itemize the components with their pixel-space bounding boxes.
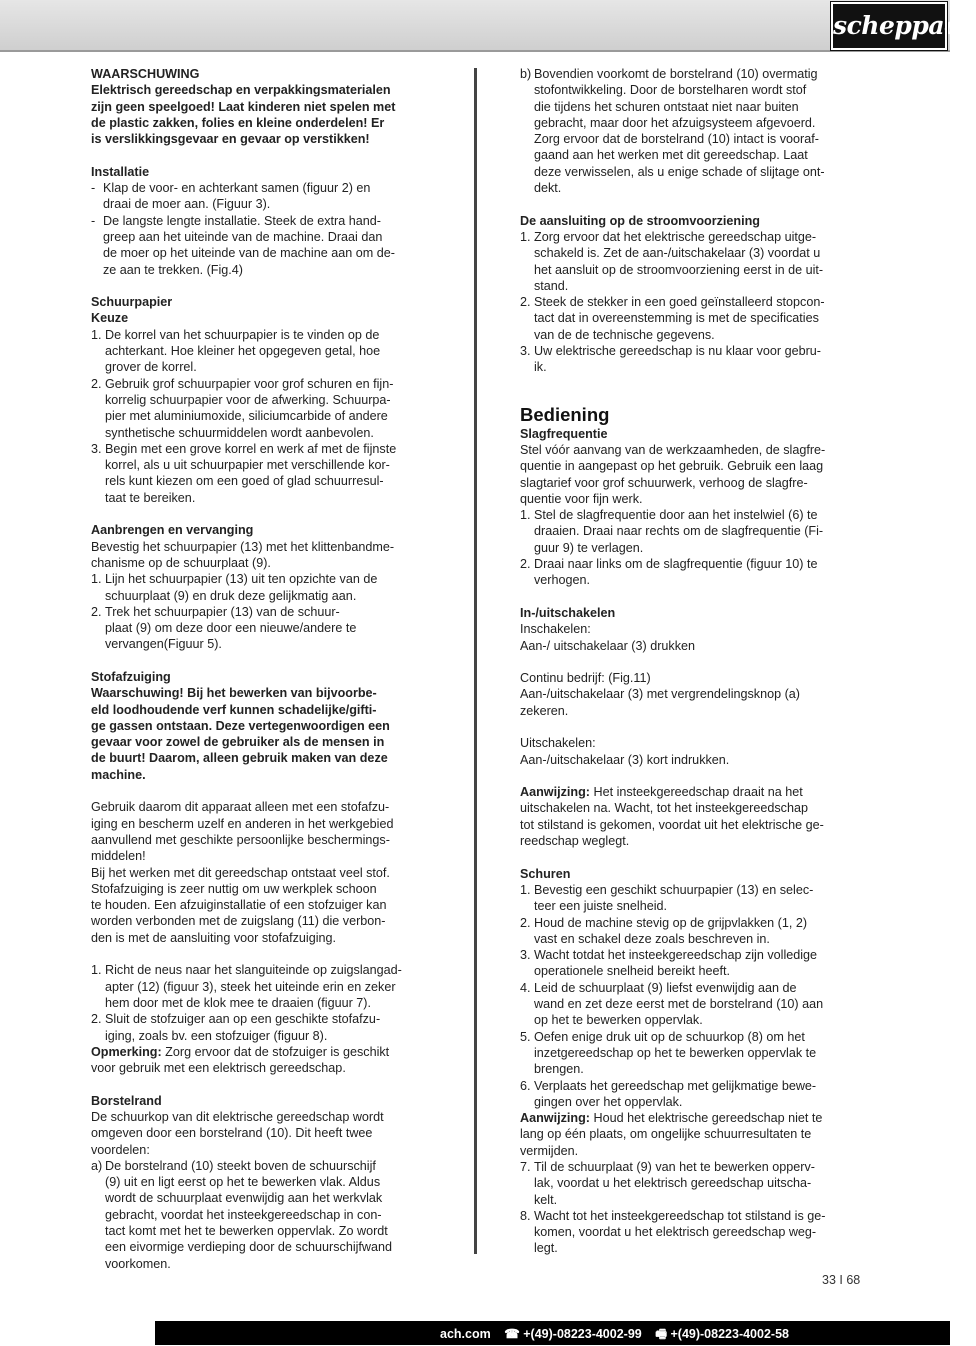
note-label: Opmerking: <box>91 1044 162 1059</box>
text-line: ik. <box>534 360 547 375</box>
text-line: Draai naar links om de slagfrequentie (figuur 10) te <box>534 557 818 572</box>
text-line: De korrel van het schuurpapier is te vinden op de <box>105 327 380 342</box>
text-line: voorkomen. <box>105 1256 171 1271</box>
text-line: Uitschakelen: <box>520 736 596 751</box>
text-line: omgeven door een borstelrand (10). Dit heeft twee <box>91 1126 373 1141</box>
list-item-text <box>105 604 435 653</box>
list-item <box>520 507 860 556</box>
text-line: Waarschuwing! Bij het bewerken van bijvoorbe- <box>91 686 377 701</box>
text-line: Til de schuurplaat (9) van het te bewerken opperv- <box>534 1160 815 1174</box>
hint2-line-3: vermijden. <box>520 1143 579 1158</box>
dust-list <box>91 962 435 1043</box>
text-line: Bij het werken met dit gereedschap ontstaat veel stof. <box>91 865 390 880</box>
text-line: middelen! <box>91 849 146 864</box>
frequency-list <box>520 507 860 588</box>
text-line: is verslikkingsgevaar en gevaar op verstikken! <box>91 132 370 147</box>
attach-intro <box>91 539 435 572</box>
text-line: (9) uit en ligt eerst op het te bewerken vlak. Aldus <box>105 1175 381 1190</box>
list-marker: 2. <box>91 1012 102 1027</box>
list-item-text <box>105 327 435 376</box>
text-line: Verplaats het gereedschap met gelijkmatige bewe- <box>534 1078 817 1093</box>
text-line: ze aan te trekken. (Fig.4) <box>103 262 243 277</box>
list-item-text <box>105 571 435 604</box>
hint-label-1: Aanwijzing: <box>520 785 590 800</box>
list-marker: 2. <box>91 604 102 619</box>
list-item-text <box>534 947 860 980</box>
list-item-text <box>534 882 860 915</box>
text-line: Trek het schuurpapier (13) van de schuur- <box>105 604 340 619</box>
text-line: operationele snelheid bereikt heeft. <box>534 964 731 979</box>
warning-title: WAARSCHUWING <box>91 67 200 81</box>
text-line: tact dat in overeenstemming is met de specificaties <box>534 311 819 326</box>
text-line: gevaar voor zowel de gebruiker als de mensen in <box>91 735 385 750</box>
text-line: iging, zoals bv. een stofzuiger (figuur 8). <box>105 1028 328 1043</box>
text-line: De borstelrand (10) steekt boven de schuurschijf <box>105 1158 376 1173</box>
hint-label-2: Aanwijzing: <box>520 1111 590 1126</box>
list-item-text <box>534 556 860 589</box>
text-line: brengen. <box>534 1062 584 1077</box>
installation-title: Installatie <box>91 164 150 179</box>
text-line: inzetgereedschap op het te bewerken oppervlak te <box>534 1045 817 1060</box>
list-item <box>520 947 860 980</box>
text-line: het aansluit op de stroomvoorziening eerst in de uit- <box>534 262 824 277</box>
list-marker: 1. <box>520 508 531 523</box>
hint2-line-1: Houd het elektrische gereedschap niet te <box>589 1111 823 1126</box>
text-line: korrel, als u uit schuurpapier met verschillende kor- <box>105 458 390 473</box>
hint1-line-4: reedschap weglegt. <box>520 834 630 849</box>
frequency-title: Slagfrequentie <box>520 426 608 441</box>
text-line: grover de korrel. <box>105 360 197 375</box>
text-line: apter (12) (figuur 3), steek het uiteinde erin en zeker <box>105 979 396 994</box>
text-line: vast en schakel deze zoals beschreven in. <box>534 931 770 946</box>
text-line: chanisme op de schuurplaat (9). <box>91 555 271 570</box>
list-item <box>520 915 860 948</box>
list-item <box>520 980 860 1029</box>
text-line: worden verbonden met de zuigslang (11) die verbon- <box>91 914 386 929</box>
text-line: zijn geen speelgoed! Laat kinderen niet spelen met <box>91 99 396 114</box>
text-line: dekt. <box>534 181 562 196</box>
text-line: De langste lengte installatie. Steek de extra hand- <box>103 213 381 228</box>
hint1-line-3: tot stilstand is gekomen, voordat uit het elektrische ge- <box>520 817 824 832</box>
text-line: deze verwisselen, als u enige schade of slijtage ont- <box>534 164 825 179</box>
text-line: De schuurkop van dit elektrische gereedschap wordt <box>91 1110 384 1124</box>
text-line: rels kunt kiezen om een goed of glad schuurresul- <box>105 474 384 489</box>
list-item <box>520 1078 860 1111</box>
text-line: Leid de schuurplaat (9) liefst evenwijdig aan de <box>534 980 797 995</box>
text-line: Inschakelen: <box>520 622 591 637</box>
list-marker: 1. <box>91 327 102 342</box>
text-line: eld loodhoudende verf kunnen schadelijke/gifti- <box>91 702 377 717</box>
list-item-text <box>534 66 860 196</box>
list-item-text <box>534 1029 860 1078</box>
list-marker: 2. <box>520 557 531 572</box>
list-marker: 1. <box>91 572 102 587</box>
list-item <box>91 180 435 213</box>
frequency-intro <box>520 442 860 507</box>
text-line: gebracht, voordat het insteekgereedschap in con- <box>105 1207 382 1222</box>
text-line: den is met de aansluiting voor stofafzuiging. <box>91 930 337 945</box>
list-item <box>91 1011 435 1044</box>
sanding-title: Schuren <box>520 866 571 881</box>
list-marker: 8. <box>520 1208 531 1223</box>
warning-text <box>91 82 435 147</box>
choice-title: Keuze <box>91 311 129 326</box>
text-line: Elektrisch gereedschap en verpakkingsmaterialen <box>91 83 391 98</box>
text-line: Houd de machine stevig op de grijpvlakken (1, 2) <box>534 915 808 930</box>
hint1-line-1: Het insteekgereedschap draait na het <box>589 785 803 800</box>
hint1-line-2: uitschakelen na. Wacht, tot het insteekgereedschap <box>520 801 808 816</box>
list-item <box>520 343 860 376</box>
list-item-text <box>534 343 860 376</box>
list-marker: 5. <box>520 1029 531 1044</box>
dust-paragraph <box>91 799 435 946</box>
text-line: tact komt met het te bewerken oppervlak. Zo wordt <box>105 1224 388 1239</box>
text-line: achterkant. Hoe kleiner het opgegeven getal, hoe <box>105 344 381 359</box>
list-item-text <box>103 213 435 278</box>
operation-heading: Bediening <box>520 403 610 425</box>
text-line: machine. <box>91 767 146 782</box>
text-line: ge gassen ontstaan. Deze vertegenwoordigen een <box>91 718 390 733</box>
brush-item-b <box>520 66 860 196</box>
text-line: iging en bescherm uzelf en anderen in het werkgebied <box>91 816 394 831</box>
footer-fax: 🖷 +(49)-08223-4002-58 <box>655 1327 789 1341</box>
list-marker: 2. <box>520 295 531 310</box>
text-line: de plastic zakken, folies en kleine onderdelen! Er <box>91 115 385 130</box>
column-divider <box>474 68 477 1254</box>
text-line: Wacht totdat het insteekgereedschap zijn volledige <box>534 948 818 963</box>
list-item <box>520 1029 860 1078</box>
text-line: Steek de stekker in een goed geïnstalleerd stopcon- <box>534 295 825 310</box>
text-line: wand en zet deze eerst met de borstelrand (10) aan <box>534 997 824 1012</box>
list-marker: 3. <box>520 948 531 963</box>
text-line: Gebruik grof schuurpapier voor grof schuren en fijn- <box>105 376 394 391</box>
text-line: die tijdens het schuren ontstaat niet naar buiten <box>534 99 799 114</box>
text-line: Aan-/uitschakelaar (3) kort indrukken. <box>520 752 730 767</box>
text-line: pier met aluminiumoxide, siliciumcarbide of andere <box>105 409 388 424</box>
hint2-line-2: lang op één plaats, om ongelijke schuurresultaten te <box>520 1127 812 1142</box>
text-line: Stel de slagfrequentie door aan het instelwiel (6) te <box>534 508 818 523</box>
list-marker: 1. <box>91 963 102 978</box>
sandpaper-title: Schuurpapier <box>91 295 173 310</box>
text-line: plaat (9) om deze door een nieuwe/andere te <box>105 621 357 636</box>
list-item <box>91 962 435 1011</box>
list-item-text <box>534 1078 860 1111</box>
text-line: quentie voor fijn werk. <box>520 491 643 506</box>
text-line: Klap de voor- en achterkant samen (figuur 2) en <box>103 181 371 196</box>
text-line: wordt de schuurplaat evenwijdig aan het werkvlak <box>105 1191 383 1206</box>
text-line: een eivormige verdieping door de schuurschijfwand <box>105 1240 393 1255</box>
list-item-text <box>105 376 435 441</box>
list-marker: 1. <box>520 229 531 244</box>
list-marker: - <box>91 181 96 196</box>
text-line: Sluit de stofzuiger aan op een geschikte stofafzu- <box>105 1012 381 1027</box>
power-title: De aansluiting op de stroomvoorziening <box>520 213 761 228</box>
choice-list <box>91 327 435 506</box>
right-column <box>520 66 860 1257</box>
text-line: Continu bedrijf: (Fig.11) <box>520 671 651 686</box>
switch-title: In-/uitschakelen <box>520 605 616 620</box>
list-marker: a) <box>91 1158 103 1173</box>
text-line: lak, voordat u het elektrisch gereedschap uitscha- <box>534 1176 812 1191</box>
text-line: de buurt! Daarom, alleen gebruik maken van deze <box>91 751 388 766</box>
list-marker: 3. <box>91 441 102 456</box>
brush-item-a <box>91 1158 435 1272</box>
switch-off-text <box>520 735 860 768</box>
text-line: draaien. Draai naar rechts om de slagfrequentie (Fi- <box>534 524 824 539</box>
list-item <box>91 376 435 441</box>
list-item-text <box>534 229 860 294</box>
text-line: komen, voordat u het elektrisch gereedschap weg- <box>534 1225 817 1240</box>
text-line: legt. <box>534 1241 558 1256</box>
footer-website[interactable]: ach.com <box>440 1327 491 1341</box>
list-marker: 4. <box>520 980 531 995</box>
list-item <box>91 441 435 506</box>
attach-list <box>91 571 435 652</box>
list-marker: 2. <box>520 915 531 930</box>
list-item <box>520 1159 860 1208</box>
text-line: voordelen: <box>91 1142 150 1157</box>
list-item <box>520 1208 860 1257</box>
text-line: te houden. Een afzuiginstallatie of een stofzuiger kan <box>91 898 387 913</box>
list-item-text <box>534 1208 860 1257</box>
text-line: taat te bereiken. <box>105 490 196 505</box>
text-line: greep aan het uiteinde van de machine. Draai dan <box>103 229 383 244</box>
text-line: schuurplaat (9) en druk deze gelijkmatig aan. <box>105 588 357 603</box>
text-line: van de de technische gegevens. <box>534 327 715 342</box>
text-line: gingen over het oppervlak. <box>534 1094 683 1109</box>
left-column <box>91 66 435 1272</box>
list-item <box>520 66 860 196</box>
attach-title: Aanbrengen en vervanging <box>91 523 254 538</box>
list-item-text <box>103 180 435 213</box>
text-line: Zorg ervoor dat het elektrische gereedschap uitge- <box>534 229 817 244</box>
footer-contact <box>440 1325 799 1346</box>
text-line: korrelig schuurpapier voor de afwerking. Schuurpa- <box>105 392 391 407</box>
list-item <box>520 229 860 294</box>
header-bar <box>0 0 976 52</box>
text-line: slagtarief voor grof schuurwerk, verhoog de slagfre- <box>520 475 808 490</box>
list-item-text <box>534 1159 860 1208</box>
list-marker: b) <box>520 67 532 81</box>
list-item <box>91 213 435 278</box>
brand-logo: scheppach <box>831 2 947 50</box>
text-line: gebracht, maar door het afzuigsysteem afgevoerd. <box>534 115 816 130</box>
list-item <box>520 556 860 589</box>
list-marker: 2. <box>91 376 102 391</box>
text-line: op het te bewerken oppervlak. <box>534 1013 703 1028</box>
list-item <box>91 1158 435 1272</box>
dust-warning <box>91 685 435 783</box>
text-line: kelt. <box>534 1192 558 1207</box>
sanding-list <box>520 882 860 1110</box>
text-line: stofontwikkeling. Door de borstelharen wordt stof <box>534 83 807 98</box>
note-line-1: Zorg ervoor dat de stofzuiger is geschikt <box>161 1044 390 1059</box>
list-item <box>91 604 435 653</box>
power-list <box>520 229 860 376</box>
text-line: Lijn het schuurpapier (13) uit ten opzichte van de <box>105 572 378 587</box>
text-line: gaand aan het werken met dit gereedschap. Laat <box>534 148 808 163</box>
list-item <box>520 882 860 915</box>
text-line: verhogen. <box>534 573 591 588</box>
list-item-text <box>534 294 860 343</box>
text-line: zekeren. <box>520 703 569 718</box>
text-line: synthetische schuurmiddelen wordt aanbevolen. <box>105 425 374 440</box>
list-item-text <box>534 507 860 556</box>
list-item-text <box>105 1011 435 1044</box>
text-line: draai de moer aan. (Figuur 3). <box>103 197 271 212</box>
text-line: Wacht tot het insteekgereedschap tot stilstand is ge- <box>534 1208 826 1223</box>
text-line: Bovendien voorkomt de borstelrand (10) overmatig <box>534 67 818 81</box>
text-line: guur 9) te verlagen. <box>534 540 644 555</box>
text-line: vervangen(Figuur 5). <box>105 637 222 652</box>
list-item-text <box>534 915 860 948</box>
list-marker: 6. <box>520 1078 531 1093</box>
list-item-text <box>105 1158 435 1272</box>
footer-bar <box>0 1321 950 1345</box>
list-marker: 3. <box>520 344 531 359</box>
list-item <box>91 327 435 376</box>
text-line: quentie in aangepast op het gebruik. Gebruik een laag <box>520 459 824 474</box>
installation-list <box>91 180 435 278</box>
brush-title: Borstelrand <box>91 1093 162 1108</box>
list-marker: 7. <box>520 1160 531 1174</box>
hint-paragraph-1 <box>520 784 860 849</box>
list-item-text <box>105 962 435 1011</box>
list-item <box>91 571 435 604</box>
hint-paragraph-2 <box>520 1110 860 1159</box>
text-line: Aan-/ uitschakelaar (3) drukken <box>520 638 695 653</box>
text-line: Bevestig een geschikt schuurpapier (13) en selec- <box>534 882 814 897</box>
text-line: aanvullend met geschikte persoonlijke beschermings- <box>91 832 390 847</box>
text-line: Zorg ervoor dat de borstelrand (10) intact is vooraf- <box>534 132 819 147</box>
dust-title: Stofafzuiging <box>91 669 171 684</box>
list-item <box>520 294 860 343</box>
page-number: 33 I 68 <box>822 1273 861 1287</box>
text-line: Oefen enige druk uit op de schuurkop (8) om het <box>534 1029 805 1044</box>
note-line-2: voor gebruik met een elektrisch gereedschap. <box>91 1061 346 1076</box>
note-paragraph <box>91 1044 435 1077</box>
text-line: Aan-/uitschakelaar (3) met vergrendelingsknop (a) <box>520 687 800 702</box>
footer-phone: ☎ +(49)-08223-4002-99 <box>504 1327 642 1341</box>
list-marker: - <box>91 213 96 228</box>
text-line: hem door met de klok mee te draaien (figuur 7). <box>105 995 371 1010</box>
text-line: de moer op het uiteinde van de machine aan om de- <box>103 246 395 261</box>
text-line: Stel vóór aanvang van de werkzaamheden, de slagfre- <box>520 442 826 457</box>
switch-continuous-text <box>520 670 860 719</box>
list-marker: 1. <box>520 882 531 897</box>
text-line: Bevestig het schuurpapier (13) met het klittenbandme- <box>91 539 395 554</box>
text-line: Uw elektrische gereedschap is nu klaar voor gebru- <box>534 344 821 359</box>
brush-intro <box>91 1109 435 1158</box>
text-line: teer een juiste snelheid. <box>534 899 668 914</box>
list-item-text <box>534 980 860 1029</box>
text-line: Gebruik daarom dit apparaat alleen met een stofafzu- <box>91 800 390 815</box>
text-line: stand. <box>534 278 569 293</box>
sanding-list-2 <box>520 1159 860 1257</box>
text-line: Begin met een grove korrel en werk af met de fijnste <box>105 441 397 456</box>
switch-on-text <box>520 621 860 654</box>
text-line: Richt de neus naar het slanguiteinde op zuigslangad- <box>105 963 402 978</box>
list-item-text <box>105 441 435 506</box>
text-line: schakeld is. Zet de aan-/uitschakelaar (3) voordat u <box>534 246 821 261</box>
text-line: Stofafzuiging is zeer nuttig om uw werkplek schoon <box>91 881 377 896</box>
